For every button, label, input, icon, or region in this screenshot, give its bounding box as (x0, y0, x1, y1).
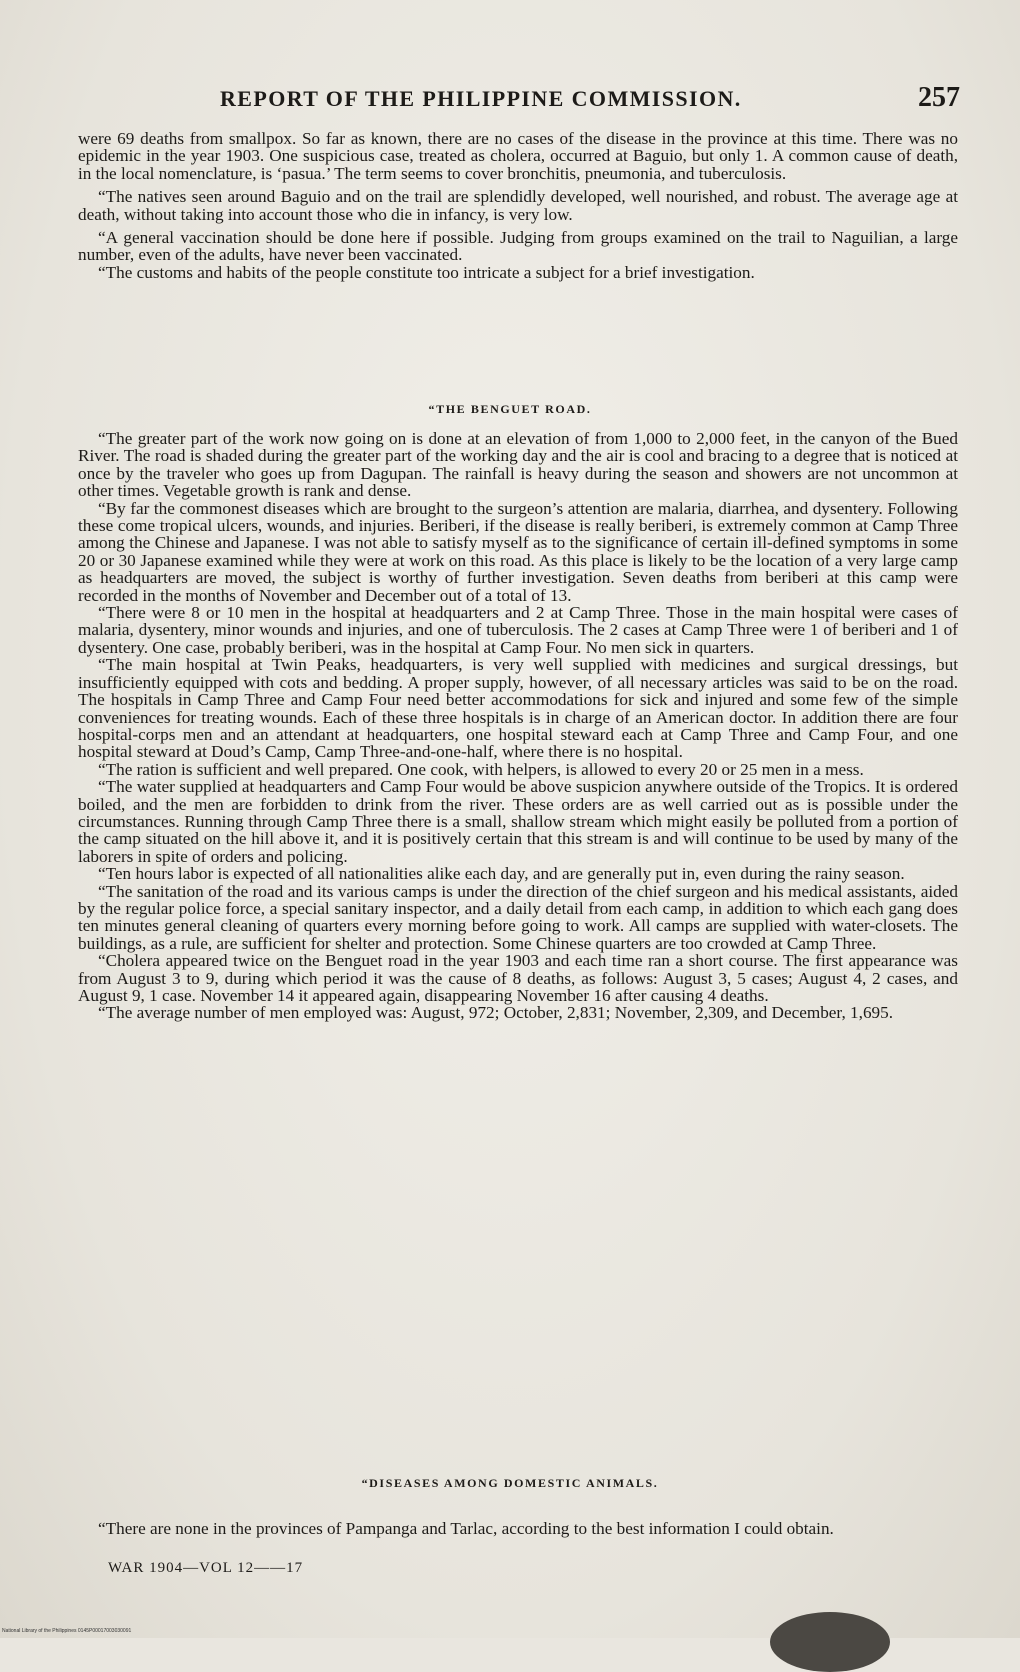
signature-mark: WAR 1904—VOL 12——17 (108, 1560, 304, 1576)
paragraph: “The average number of men employed was: August, 972; October, 2,831; November, 2,309, and December, 1,695. (98, 1003, 894, 1023)
paragraph: “The customs and habits of the people constitute too intricate a subject for a brief investigation. (98, 262, 755, 282)
running-title: REPORT OF THE PHILIPPINE COMMISSION. (220, 86, 742, 111)
page-header (200, 82, 960, 122)
body-block-top (78, 130, 958, 281)
paragraph: “There are none in the provinces of Pampanga and Tarlac, according to the best information I could obtain. (98, 1519, 834, 1538)
paragraph: “There were 8 or 10 men in the hospital at headquarters and 2 at Camp Three. Those in the main hospital were cases of malaria, dysentery, minor wounds and injuries, and one of tuberculosis. The 2 cases at Camp Three were 1 of beriberi and 1 of dysentery. One case, probably beriberi, was in the hospital at Camp Four. No men sick in quarters. (78, 603, 958, 657)
paragraph: “Cholera appeared twice on the Benguet road in the year 1903 and each time ran a short course. The first appearance was from August 3 to 9, during which period it was the cause of 8 deaths, as follows: August 3, 5 cases; August 4, 2 cases, and August 9, 1 case. November 14 it appeared again, disappearing November 16 after causing 4 deaths. (78, 951, 958, 1005)
section-heading-benguet-road: “THE BENGUET ROAD. (428, 402, 592, 416)
scan-attribution: National Library of the Philippines 0145P00017003030091 (2, 1628, 132, 1634)
paragraph: “By far the commonest diseases which are brought to the surgeon’s attention are malaria, diarrhea, and dysentery. Following these come tropical ulcers, wounds, and injuries. Beriberi, if the disease is really beriberi, is extremely common at Camp Three among the Chinese and Japanese. I was not able to satisfy myself as to the significance of certain ill-defined symptoms in some 20 or 30 Japanese examined while they were at work on this road. As this place is likely to be the location of a very large camp as headquarters are moved, the subject is worthy of further investigation. Seven deaths from beriberi at this camp were recorded in the months of November and December out of a total of 13. (78, 498, 958, 605)
paragraph: “The water supplied at headquarters and Camp Four would be above suspicion anywhere outside of the Tropics. It is ordered boiled, and the men are forbidden to drink from the river. These orders are as well carried out as is possible under the circumstances. Running through Camp Three there is a small, shallow stream which might easily be polluted from a portion of the camp situated on the hill above it, and it is positively certain that this stream is and will continue to be used by many of the laborers in spite of orders and policing. (78, 777, 958, 866)
scan-shadow (770, 1612, 890, 1672)
body-block-animals (78, 1520, 958, 1537)
paragraph: “A general vaccination should be done here if possible. Judging from groups examined on the trail to Naguilian, a large number, even of the adults, have never been vaccinated. (78, 228, 958, 265)
paragraph: “The sanitation of the road and its various camps is under the direction of the chief surgeon and his medical assistants, aided by the regular police force, a special sanitary inspector, and a daily detail from each camp, in addition to which each gang does ten minutes general cleaning of quarters every morning before going to work. All camps are supplied with water-closets. The buildings, as a rule, are sufficient for shelter and protection. Some Chinese quarters are too crowded at Camp Three. (78, 881, 958, 953)
paragraph: “The greater part of the work now going on is done at an elevation of from 1,000 to 2,000 feet, in the canyon of the Bued River. The road is shaded during the greater part of the working day and the air is cool and bracing to a degree that is noticed at once by the traveler who goes up from Dagupan. The rainfall is heavy during the season and showers are not uncommon at other times. Vegetable growth is rank and dense. (78, 429, 958, 501)
body-block-benguet (78, 430, 958, 1022)
section-heading-domestic-animals: “DISEASES AMONG DOMESTIC ANIMALS. (361, 1476, 659, 1490)
paragraph: “The ration is sufficient and well prepared. One cook, with helpers, is allowed to every 20 or 25 men in a mess. (98, 759, 864, 779)
paragraph: “The natives seen around Baguio and on the trail are splendidly developed, well nourished, and robust. The average age at death, without taking into account those who die in infancy, is very low. (78, 187, 958, 224)
page-number: 257 (918, 82, 960, 113)
paragraph: were 69 deaths from smallpox. So far as known, there are no cases of the disease in the province at this time. There was no epidemic in the year 1903. One suspicious case, treated as cholera, occurred at Baguio, but only 1. A common cause of death, in the local nomenclature, is ‘pasua.’ The term seems to cover bronchitis, pneumonia, and tuberculosis. (78, 129, 958, 183)
paragraph: “Ten hours labor is expected of all nationalities alike each day, and are generally put in, even during the rainy season. (98, 864, 905, 884)
paragraph: “The main hospital at Twin Peaks, headquarters, is very well supplied with medicines and surgical dressings, but insufficiently equipped with cots and bedding. A proper supply, however, of all necessary articles was said to be on the road. The hospitals in Camp Three and Camp Four need better accommodations for sick and injured and some few of the simple conveniences for treating wounds. Each of these three hospitals is in charge of an American doctor. In addition there are four hospital-corps men and an attendant at headquarters, one hospital steward each at Camp Three and Camp Four, and one hospital steward at Doud’s Camp, Camp Three-and-one-half, where there is no hospital. (78, 655, 958, 762)
